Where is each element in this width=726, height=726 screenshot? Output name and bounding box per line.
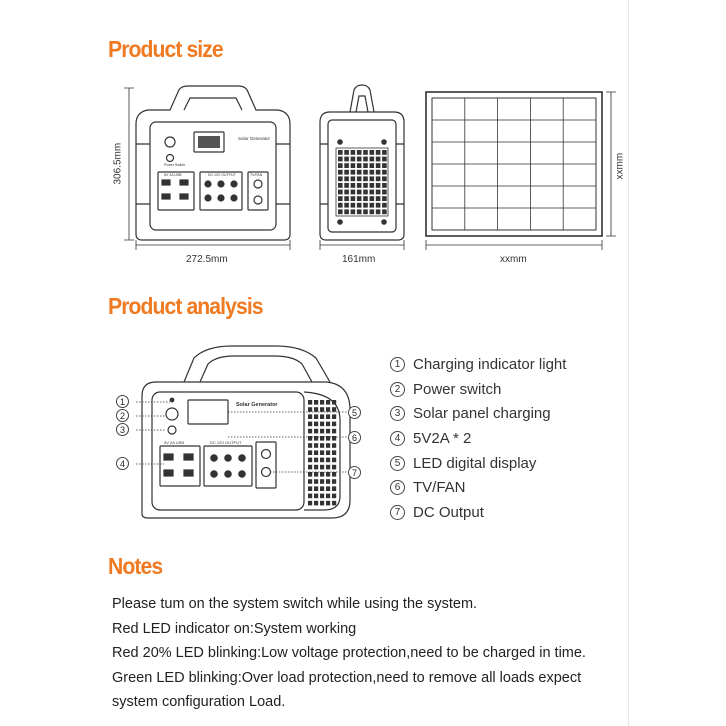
front-width-dimension-line <box>128 240 298 250</box>
analysis-dc-text: DC 12V OUTPUT <box>210 440 242 445</box>
front-brand-text: Solar Generator <box>238 136 271 141</box>
front-tvfan-text: TV/FAN <box>250 173 263 177</box>
solar-panel-drawing <box>422 88 606 240</box>
callout-2: 2 <box>116 409 129 422</box>
front-dc-text: DC 12V OUTPUT <box>208 173 236 177</box>
front-height-label: 306.5mm <box>112 142 124 185</box>
analysis-brand-text: Solar Generator <box>236 402 278 408</box>
product-size-title: Product size <box>108 36 223 62</box>
solar-cell-grid <box>432 98 596 230</box>
legend-item: 7 DC Output <box>390 500 566 525</box>
front-view-drawing <box>128 84 298 244</box>
callout-7: 7 <box>348 466 361 479</box>
legend-item: 3 Solar panel charging <box>390 401 566 426</box>
panel-width-dimension-line <box>422 240 606 250</box>
callout-3: 3 <box>116 423 129 436</box>
analysis-legend <box>390 352 566 525</box>
callout-6: 6 <box>348 431 361 444</box>
side-width-dimension-line <box>316 240 408 250</box>
note-line: system configuration Load. <box>112 694 286 710</box>
analysis-device-drawing <box>136 340 356 524</box>
legend-item: 2 Power switch <box>390 377 566 402</box>
callout-1: 1 <box>116 395 129 408</box>
legend-item: 1 Charging indicator light <box>390 352 566 377</box>
side-width-label: 161mm <box>342 254 376 265</box>
note-line: Red LED indicator on:System working <box>112 620 357 637</box>
notes-list <box>112 592 672 715</box>
analysis-usb-text: 5V 2A USB <box>164 440 185 445</box>
panel-height-label: xxmm <box>614 152 626 180</box>
front-width-label: 272.5mm <box>186 254 228 265</box>
front-switch-text: Power Switch <box>164 163 186 167</box>
panel-width-label: xxmm <box>500 254 527 265</box>
front-usb-text: 5V 2A USB <box>164 173 182 177</box>
callout-4: 4 <box>116 457 129 470</box>
side-view-drawing <box>316 84 408 244</box>
notes-title: Notes <box>108 553 163 579</box>
front-height-dimension-line <box>124 88 134 240</box>
legend-item: 5 LED digital display <box>390 451 566 476</box>
callout-5: 5 <box>348 406 361 419</box>
note-line: Red 20% LED blinking:Low voltage protection,need to be charged in time. <box>112 645 586 661</box>
legend-item: 4 5V2A * 2 <box>390 426 566 451</box>
note-line: Please tum on the system switch while using the system. <box>112 596 478 612</box>
note-line: Green LED blinking:Over load protection,need to remove all loads expect <box>112 669 582 686</box>
product-analysis-title: Product analysis <box>108 293 263 319</box>
analysis-vent-grid <box>308 400 336 505</box>
legend-item: 6 TV/FAN <box>390 475 566 500</box>
